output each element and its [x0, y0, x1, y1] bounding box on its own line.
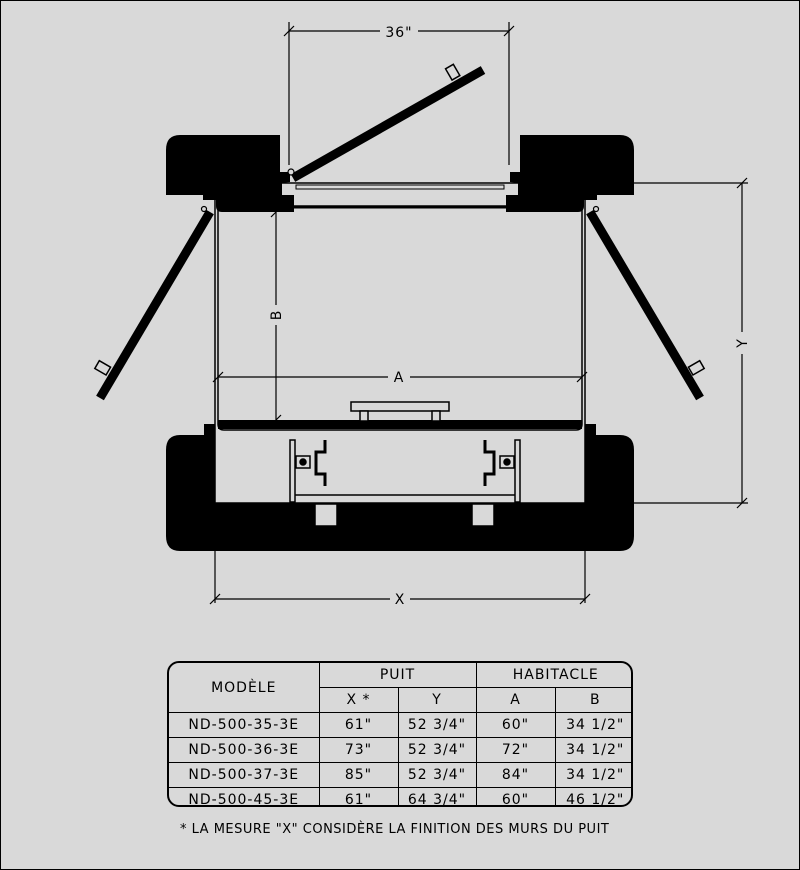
cell-x: 61"	[319, 788, 398, 808]
cell-y: 52 3/4"	[398, 738, 476, 763]
header-habitacle: HABITACLE	[476, 663, 633, 688]
spec-table	[167, 661, 633, 807]
top-opening	[296, 185, 504, 189]
dim-y-label: Y	[735, 338, 751, 348]
header-model: MODÈLE	[169, 663, 319, 713]
right-side-door	[590, 207, 704, 399]
base-drain-right	[472, 504, 494, 526]
cell-model: ND-500-45-3E	[169, 788, 319, 808]
cell-a: 60"	[476, 713, 555, 738]
cell-a: 84"	[476, 763, 555, 788]
dim-x-label: X	[394, 592, 406, 608]
subheader-x: X *	[319, 688, 398, 713]
table-row	[169, 788, 633, 808]
base-notch-right	[585, 424, 596, 436]
base-notch-left	[204, 424, 215, 436]
cell-a: 60"	[476, 788, 555, 808]
cell-model: ND-500-36-3E	[169, 738, 319, 763]
cell-x: 85"	[319, 763, 398, 788]
bench-leg-left	[360, 411, 368, 421]
cell-model: ND-500-37-3E	[169, 763, 319, 788]
cell-b: 34 1/2"	[555, 738, 633, 763]
base-drain-left	[315, 504, 337, 526]
dim-36-label: 36"	[385, 25, 413, 41]
cell-y: 52 3/4"	[398, 713, 476, 738]
header-puit: PUIT	[319, 663, 476, 688]
cell-b: 34 1/2"	[555, 763, 633, 788]
cell-b: 34 1/2"	[555, 713, 633, 738]
footnote: * LA MESURE "X" CONSIDÈRE LA FINITION DES MURS DU PUIT	[180, 822, 610, 837]
cell-model: ND-500-35-3E	[169, 713, 319, 738]
top-hatch-door	[288, 64, 483, 178]
cell-b: 46 1/2"	[555, 788, 633, 808]
dim-a-label: A	[393, 370, 405, 386]
table-row	[169, 713, 633, 738]
left-side-door	[95, 207, 210, 399]
table-row	[169, 763, 633, 788]
subheader-b: B	[555, 688, 633, 713]
subheader-a: A	[476, 688, 555, 713]
cell-x: 73"	[319, 738, 398, 763]
cell-x: 61"	[319, 713, 398, 738]
bench-leg-right	[432, 411, 440, 421]
cab-floor	[218, 420, 582, 429]
cell-y: 52 3/4"	[398, 763, 476, 788]
cell-y: 64 3/4"	[398, 788, 476, 808]
cell-a: 72"	[476, 738, 555, 763]
subheader-y: Y	[398, 688, 476, 713]
shaft-outline	[215, 183, 585, 503]
table-row	[169, 738, 633, 763]
cab-bench	[351, 402, 449, 411]
dim-b-label: B	[269, 309, 285, 321]
